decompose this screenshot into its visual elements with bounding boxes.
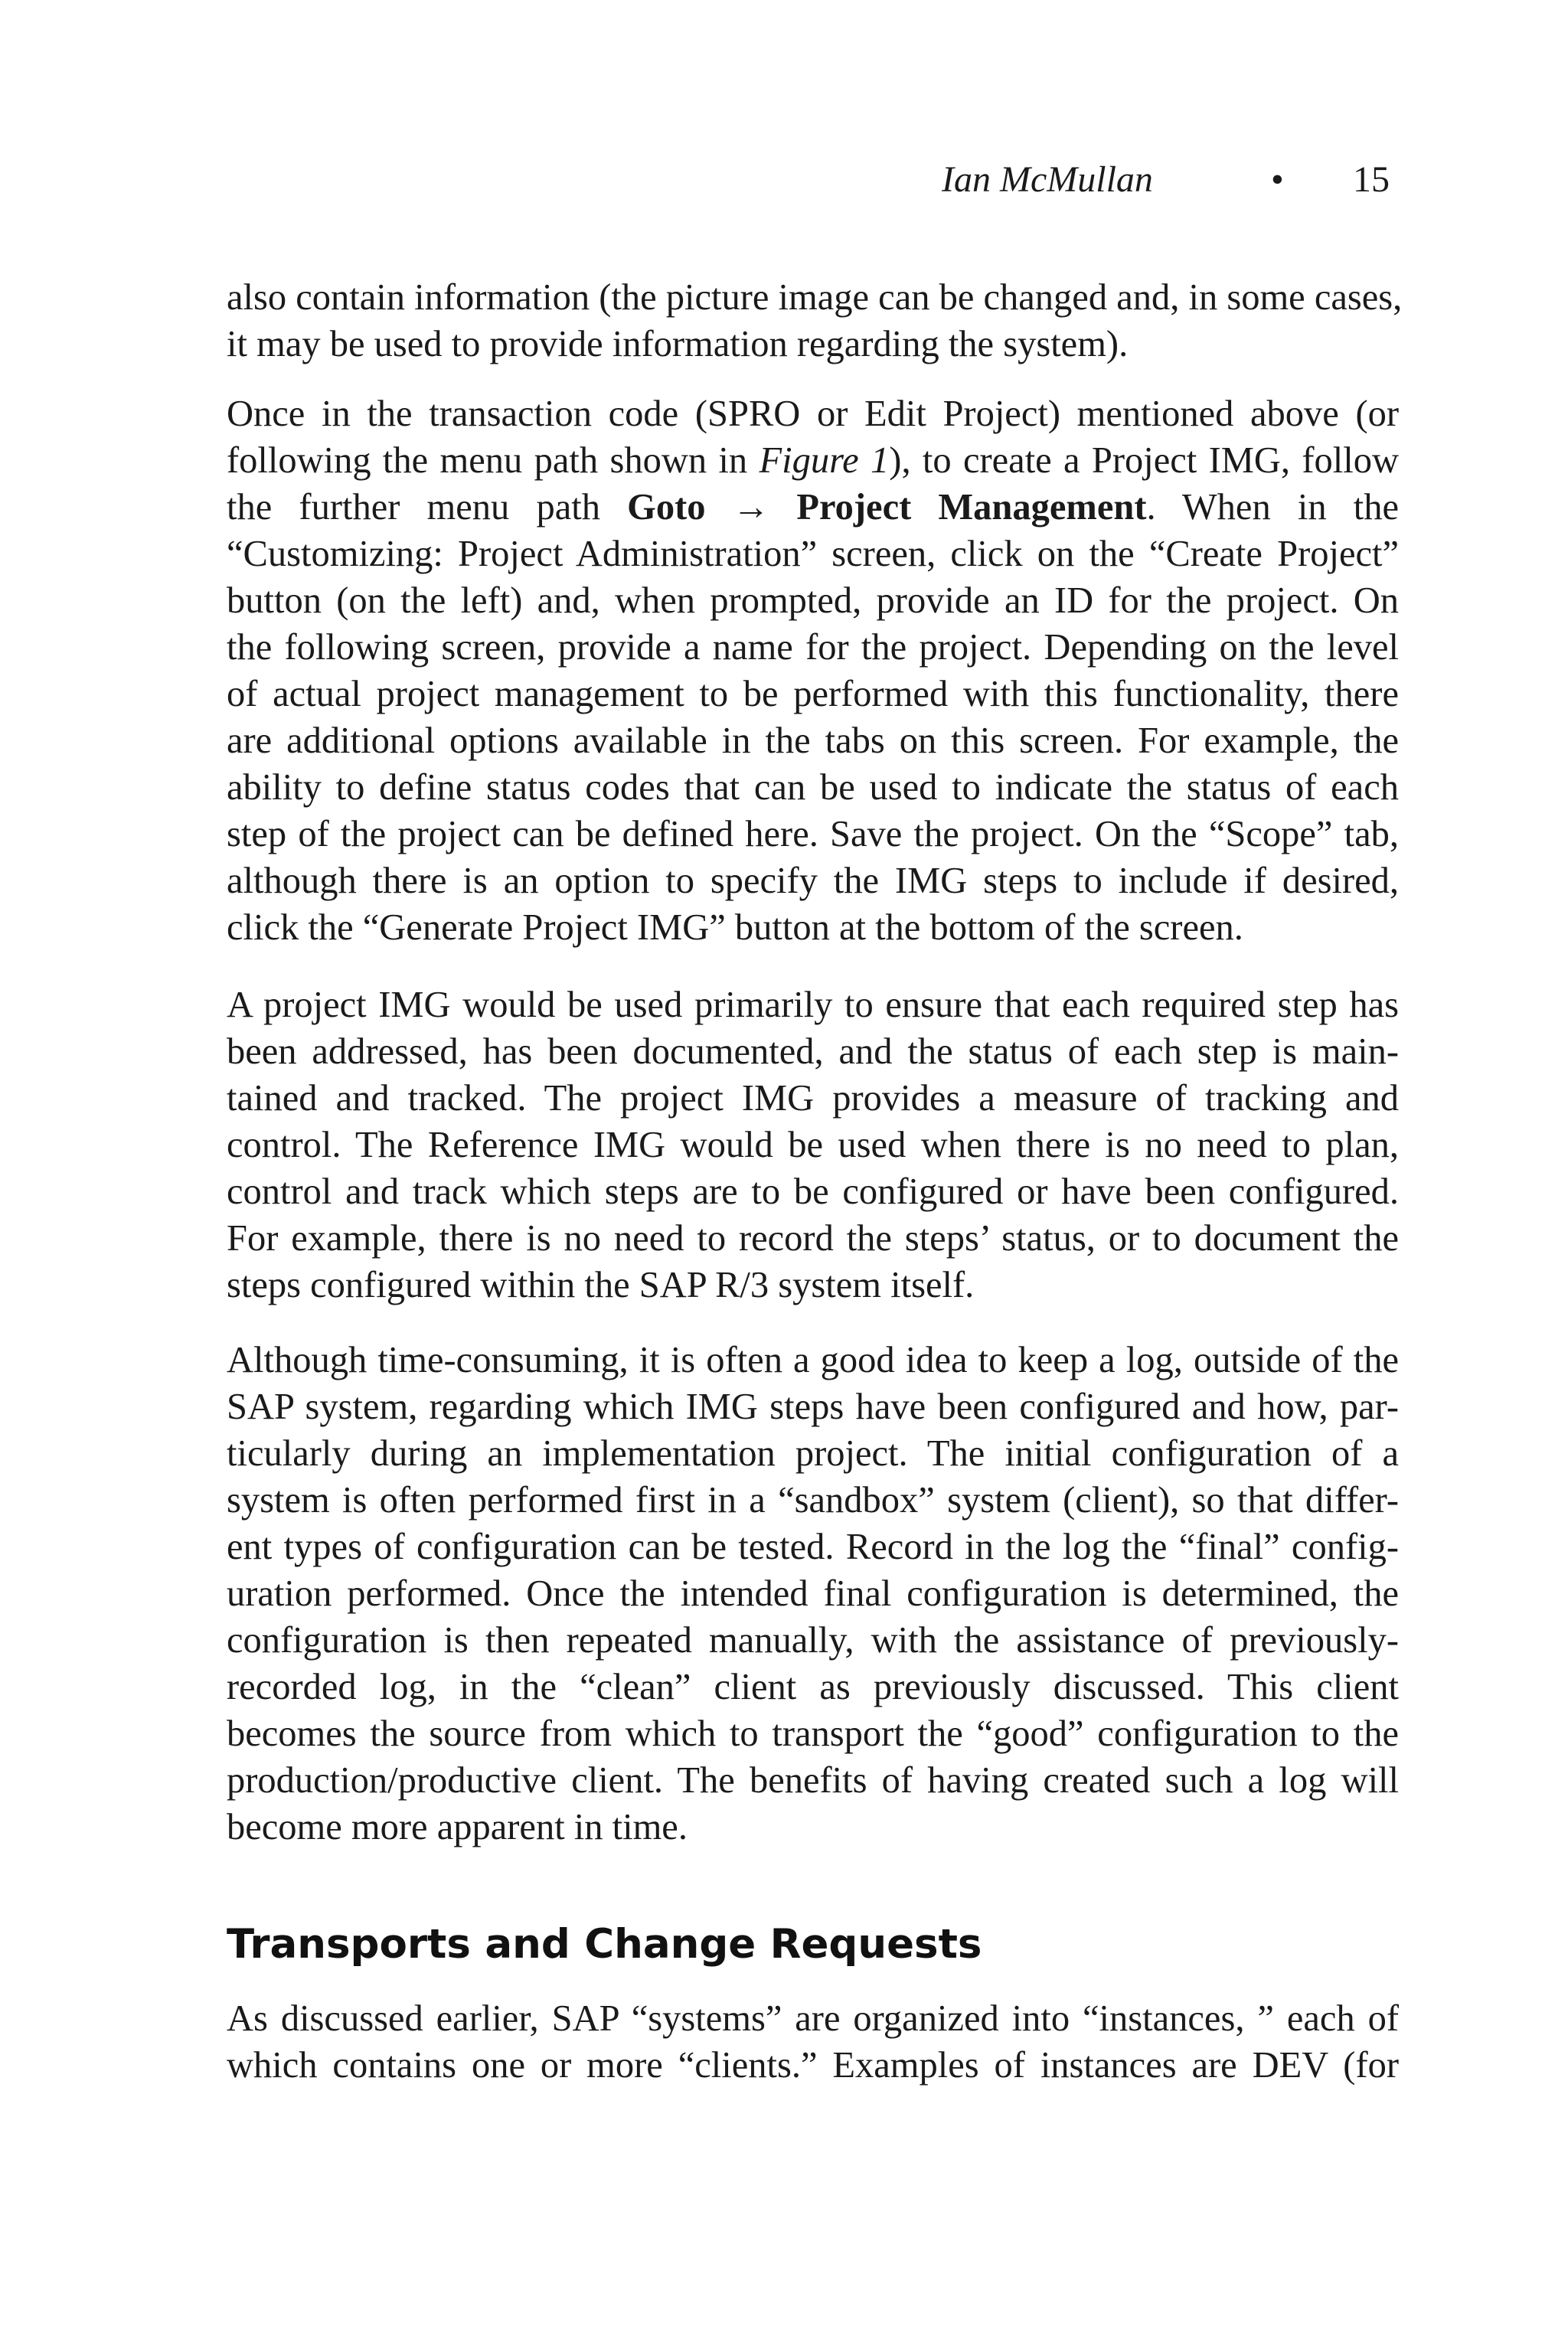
paragraph-line: are additional options available in the tabs on this screen. For example, the bbox=[227, 720, 1399, 761]
menu-path-arrow: → bbox=[732, 487, 770, 528]
menu-path-prefix: the further menu path bbox=[227, 487, 628, 528]
paragraph-line: step of the project can be defined here. Save the project. On the “Scope” tab, bbox=[227, 814, 1399, 854]
paragraph-1 bbox=[227, 274, 1403, 368]
paragraph-line: recorded log, in the “clean” client as previously discussed. This client bbox=[227, 1667, 1399, 1707]
paragraph-line: A project IMG would be used primarily to ensure that each required step has bbox=[227, 985, 1399, 1025]
paragraph-line: which contains one or more “clients.” Examples of instances are DEV (for bbox=[227, 2045, 1399, 2086]
menu-path-target: Project Management bbox=[796, 487, 1147, 528]
paragraph-line: tained and tracked. The project IMG provides a measure of tracking and bbox=[227, 1078, 1399, 1119]
paragraph-4 bbox=[227, 1337, 1399, 1851]
paragraph-line: control and track which steps are to be configured or have been configured. bbox=[227, 1171, 1399, 1212]
paragraph-line: SAP system, regarding which IMG steps have been configured and how, par- bbox=[227, 1387, 1399, 1427]
running-head-author: Ian McMullan bbox=[942, 159, 1153, 200]
paragraph-line: production/productive client. The benefits of having created such a log will bbox=[227, 1760, 1399, 1801]
figure-ref-suffix: ), to create a Project IMG, follow bbox=[889, 440, 1399, 481]
paragraph-line: the following screen, provide a name for the project. Depending on the level bbox=[227, 627, 1399, 668]
paragraph-line: it may be used to provide information regarding the system). bbox=[227, 324, 1129, 364]
paragraph-line: configuration is then repeated manually, with the assistance of previously- bbox=[227, 1620, 1399, 1661]
paragraph-line: click the “Generate Project IMG” button at the bottom of the screen. bbox=[227, 907, 1243, 948]
figure-reference: Figure 1 bbox=[759, 440, 890, 481]
paragraph-line: also contain information (the picture image can be changed and, in some cases, bbox=[227, 277, 1403, 318]
paragraph-line: become more apparent in time. bbox=[227, 1807, 688, 1847]
paragraph-line: Although time-consuming, it is often a good idea to keep a log, outside of the bbox=[227, 1340, 1399, 1380]
paragraph-line: uration performed. Once the intended final configuration is determined, the bbox=[227, 1573, 1399, 1614]
paragraph-line: becomes the source from which to transport the “good” configuration to the bbox=[227, 1713, 1399, 1754]
paragraph-2 bbox=[227, 390, 1399, 951]
paragraph-line: For example, there is no need to record the steps’ status, or to document the bbox=[227, 1218, 1399, 1259]
running-head bbox=[926, 153, 1401, 207]
paragraph-line: “Customizing: Project Administration” screen, click on the “Create Project” bbox=[227, 534, 1399, 574]
running-head-bullet: • bbox=[1271, 159, 1284, 200]
paragraph-line: ticularly during an implementation project. The initial configuration of a bbox=[227, 1433, 1399, 1474]
menu-path-goto: Goto bbox=[627, 487, 706, 528]
paragraph-line: ent types of configuration can be tested. Record in the log the “final” config- bbox=[227, 1527, 1399, 1567]
section-heading: Transports and Change Requests bbox=[227, 1921, 982, 1968]
paragraph-line: although there is an option to specify the IMG steps to include if desired, bbox=[227, 861, 1399, 901]
paragraph-line: ability to define status codes that can be used to indicate the status of each bbox=[227, 767, 1399, 808]
paragraph-line: of actual project management to be performed with this functionality, there bbox=[227, 674, 1399, 714]
paragraph-line: steps configured within the SAP R/3 system itself. bbox=[227, 1265, 975, 1305]
page-number: 15 bbox=[1353, 159, 1390, 200]
paragraph-line: As discussed earlier, SAP “systems” are organized into “instances, ” each of bbox=[227, 1998, 1399, 2039]
section-paragraph bbox=[227, 1995, 1399, 2089]
figure-ref-prefix: following the menu path shown in bbox=[227, 440, 760, 481]
paragraph-line-with-figure-ref bbox=[227, 437, 1399, 484]
paragraph-line: button (on the left) and, when prompted, provide an ID for the project. On bbox=[227, 580, 1399, 621]
paragraph-line: been addressed, has been documented, and the status of each step is main- bbox=[227, 1031, 1399, 1072]
paragraph-line-menu-path bbox=[227, 484, 1399, 531]
paragraph-line: system is often performed first in a “sandbox” system (client), so that differ- bbox=[227, 1480, 1399, 1521]
paragraph-line: control. The Reference IMG would be used when there is no need to plan, bbox=[227, 1125, 1399, 1165]
paragraph-line: Once in the transaction code (SPRO or Edit Project) mentioned above (or bbox=[227, 394, 1399, 434]
paragraph-3 bbox=[227, 982, 1399, 1308]
menu-path-suffix: . When in the bbox=[1146, 487, 1400, 528]
